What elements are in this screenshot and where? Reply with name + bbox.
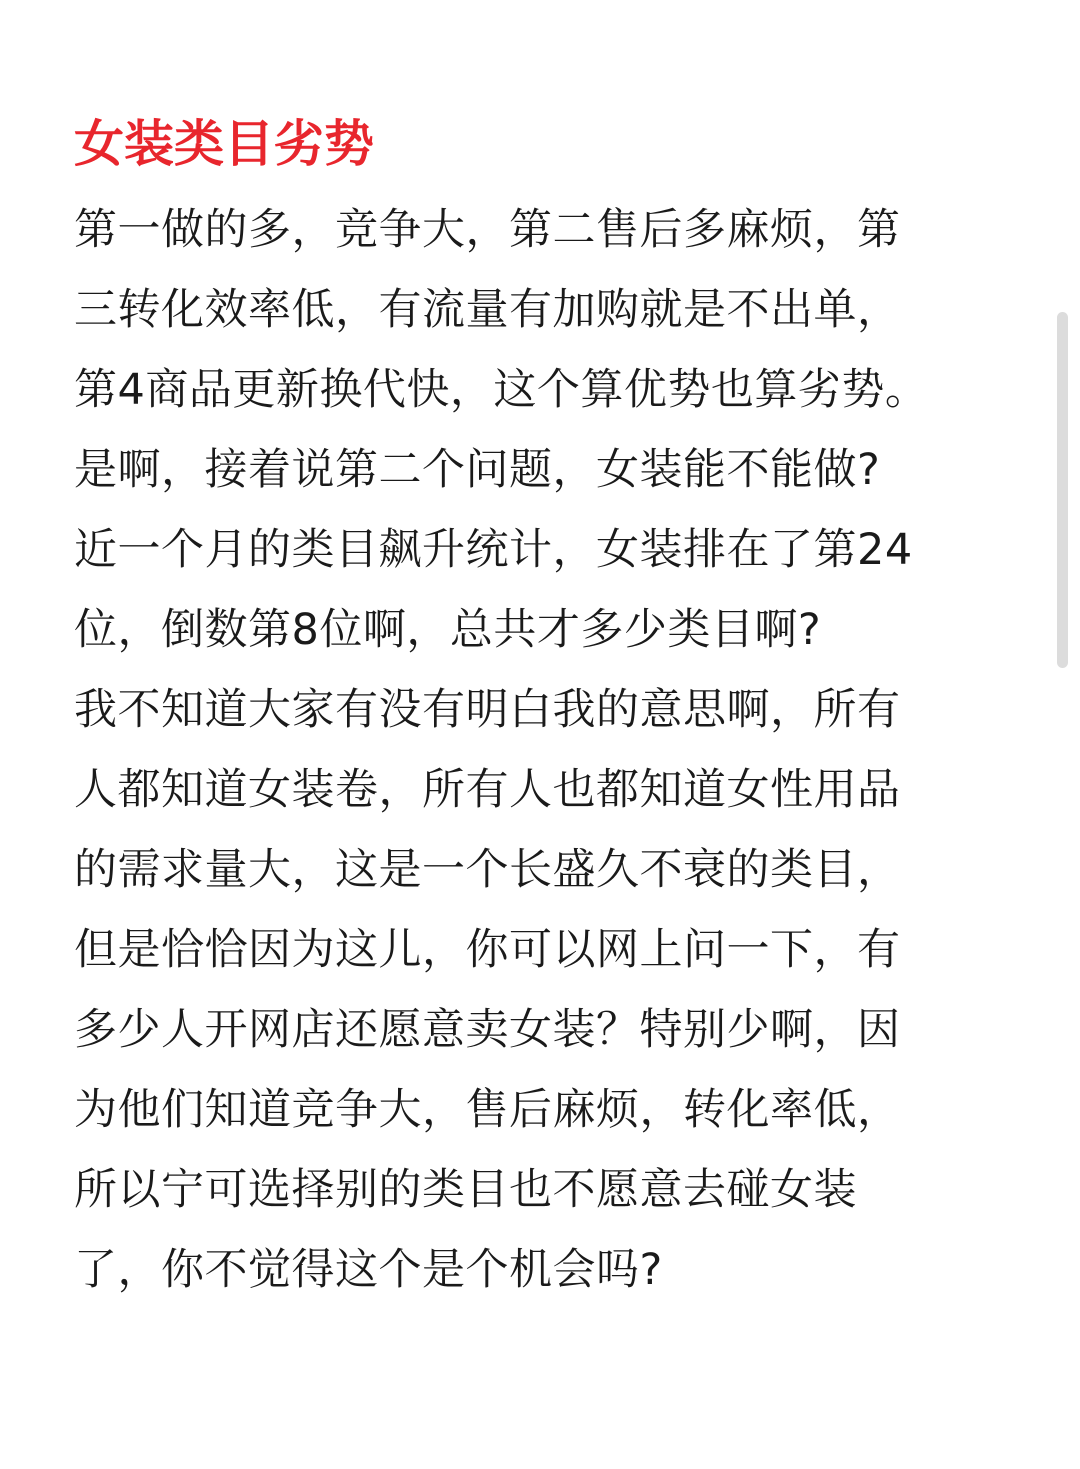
text-line: 三转化效率低，有流量有加购就是不出单，	[74, 285, 901, 335]
text-line: 第一做的多，竞争大，第二售后多麻烦，第	[74, 205, 901, 255]
text-line: 了，你不觉得这个是个机会吗?	[74, 1245, 663, 1295]
text-line: 是啊，接着说第二个问题，女装能不能做?	[74, 445, 881, 495]
text-line: 近一个月的类目飙升统计，女装排在了第24	[74, 525, 913, 575]
text-line: 位，倒数第8位啊，总共才多少类目啊?	[74, 605, 822, 655]
text-line: 的需求量大，这是一个长盛久不衰的类目，	[74, 845, 901, 895]
vertical-scrollbar[interactable]	[1057, 312, 1068, 668]
text-line: 第4商品更新换代快，这个算优势也算劣势。	[74, 365, 929, 415]
text-line: 所以宁可选择别的类目也不愿意去碰女装	[74, 1165, 857, 1215]
text-line: 多少人开网店还愿意卖女装？特别少啊，因	[74, 1005, 901, 1055]
text-line: 人都知道女装卷，所有人也都知道女性用品	[74, 765, 901, 815]
article-title: 女装类目劣势	[74, 115, 374, 173]
text-line: 为他们知道竞争大，售后麻烦，转化率低，	[74, 1085, 901, 1135]
article-body	[74, 190, 1004, 1310]
text-line: 我不知道大家有没有明白我的意思啊，所有	[74, 685, 901, 735]
text-line: 但是恰恰因为这儿，你可以网上问一下，有	[74, 925, 901, 975]
